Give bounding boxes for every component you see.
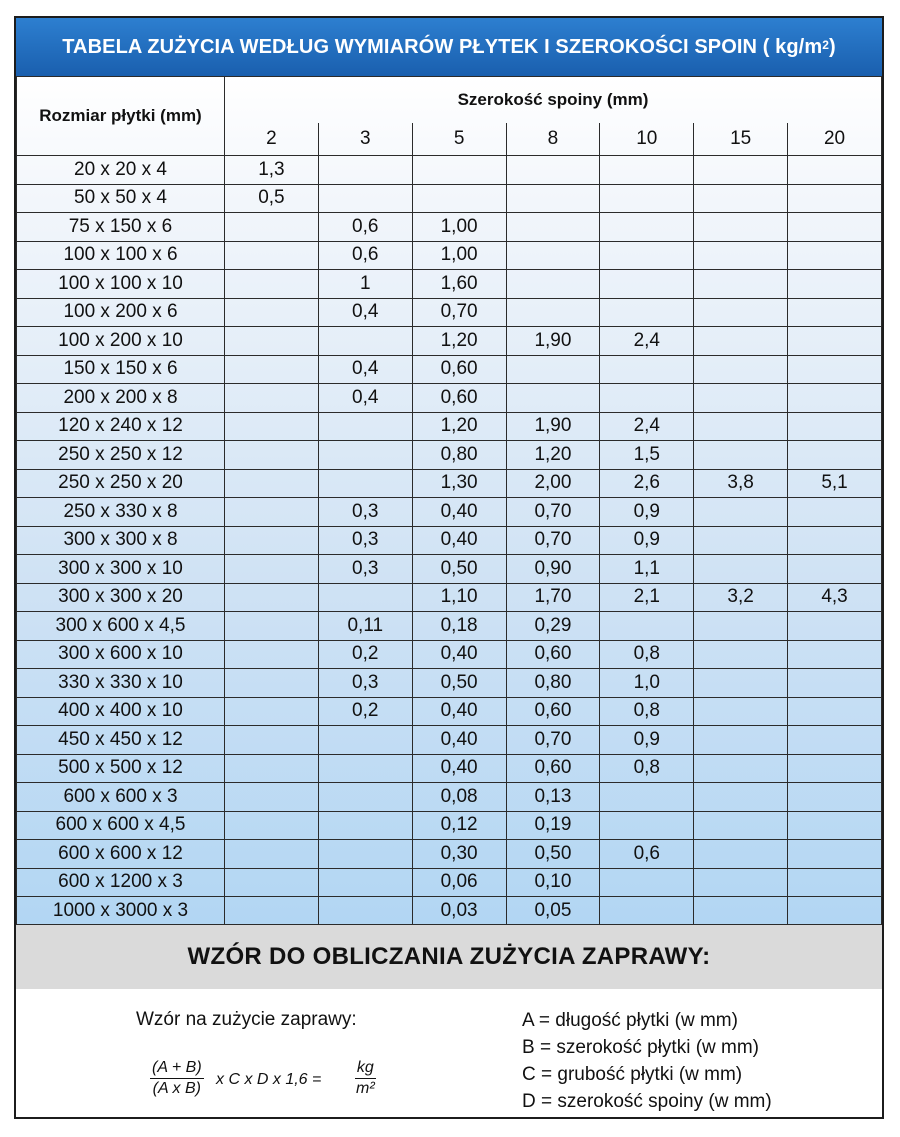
consumption-cell: [694, 640, 788, 669]
table-row: [17, 270, 882, 299]
table-row: [17, 441, 882, 470]
consumption-cell: [600, 213, 694, 242]
consumption-cell: [506, 355, 600, 384]
consumption-cell: 0,3: [318, 555, 412, 584]
consumption-cell: [788, 156, 882, 185]
table-row: [17, 213, 882, 242]
consumption-cell: 0,90: [506, 555, 600, 584]
consumption-cell: [600, 298, 694, 327]
consumption-cell: 4,3: [788, 583, 882, 612]
consumption-cell: [600, 241, 694, 270]
tile-size-cell: 300 x 300 x 10: [17, 555, 225, 584]
consumption-cell: [318, 469, 412, 498]
consumption-cell: [225, 241, 319, 270]
consumption-cell: 0,60: [506, 640, 600, 669]
consumption-cell: [788, 526, 882, 555]
consumption-cell: [788, 213, 882, 242]
table-row: [17, 469, 882, 498]
consumption-cell: 0,2: [318, 697, 412, 726]
consumption-cell: 0,30: [412, 840, 506, 869]
table-row: [17, 156, 882, 185]
tile-size-cell: 20 x 20 x 4: [17, 156, 225, 185]
consumption-cell: 2,00: [506, 469, 600, 498]
consumption-cell: [788, 897, 882, 926]
consumption-cell: 0,6: [318, 241, 412, 270]
consumption-cell: [788, 726, 882, 755]
consumption-cell: 0,9: [600, 526, 694, 555]
consumption-cell: 0,05: [506, 897, 600, 926]
consumption-cell: 0,40: [412, 526, 506, 555]
table-title: [16, 18, 882, 76]
consumption-cell: 0,3: [318, 669, 412, 698]
consumption-cell: 0,06: [412, 868, 506, 897]
consumption-cell: [694, 498, 788, 527]
consumption-cell: [600, 811, 694, 840]
consumption-cell: [225, 412, 319, 441]
consumption-cell: 0,18: [412, 612, 506, 641]
consumption-cell: 2,4: [600, 327, 694, 356]
consumption-cell: 1,10: [412, 583, 506, 612]
formula-multiplier: x C x D x 1,6 =: [216, 1071, 322, 1088]
table-row: [17, 298, 882, 327]
consumption-cell: [225, 583, 319, 612]
consumption-cell: [506, 213, 600, 242]
consumption-cell: 0,8: [600, 640, 694, 669]
consumption-cell: [225, 754, 319, 783]
title-superscript: 2: [822, 38, 830, 52]
consumption-cell: [318, 783, 412, 812]
tile-size-cell: 100 x 200 x 6: [17, 298, 225, 327]
table-row: [17, 412, 882, 441]
table-row: [17, 868, 882, 897]
consumption-cell: 0,70: [506, 526, 600, 555]
table-row: [17, 783, 882, 812]
consumption-cell: [225, 526, 319, 555]
consumption-cell: [225, 469, 319, 498]
consumption-cell: [694, 441, 788, 470]
consumption-cell: 0,08: [412, 783, 506, 812]
tile-size-cell: 400 x 400 x 10: [17, 697, 225, 726]
consumption-cell: 3,8: [694, 469, 788, 498]
consumption-cell: [788, 640, 882, 669]
tile-size-cell: 100 x 100 x 6: [17, 241, 225, 270]
consumption-cell: 0,60: [506, 754, 600, 783]
formula-unit-fraction: [354, 1059, 377, 1098]
table-title-text: TABELA ZUŻYCIA WEDŁUG WYMIARÓW PŁYTEK I SZEROKOŚCI SPOIN ( kg/m: [62, 35, 823, 58]
formula-legend: [522, 1007, 772, 1115]
consumption-cell: 2,6: [600, 469, 694, 498]
consumption-cell: [694, 868, 788, 897]
consumption-cell: [600, 612, 694, 641]
consumption-cell: [694, 270, 788, 299]
table-row: [17, 697, 882, 726]
consumption-cell: [412, 156, 506, 185]
consumption-cell: 1,70: [506, 583, 600, 612]
consumption-cell: [788, 412, 882, 441]
consumption-cell: [225, 441, 319, 470]
consumption-cell: [600, 384, 694, 413]
tile-size-cell: 300 x 300 x 20: [17, 583, 225, 612]
consumption-cell: [788, 754, 882, 783]
consumption-cell: [225, 327, 319, 356]
table-row: [17, 583, 882, 612]
tile-size-cell: 300 x 300 x 8: [17, 526, 225, 555]
consumption-cell: 0,9: [600, 726, 694, 755]
consumption-cell: [694, 156, 788, 185]
consumption-cell: [788, 241, 882, 270]
column-header: 3: [318, 123, 412, 156]
consumption-cell: 0,70: [506, 498, 600, 527]
consumption-cell: [694, 697, 788, 726]
consumption-cell: [600, 156, 694, 185]
table-row: [17, 327, 882, 356]
consumption-cell: 0,4: [318, 355, 412, 384]
consumption-cell: 0,03: [412, 897, 506, 926]
tile-size-cell: 250 x 250 x 12: [17, 441, 225, 470]
consumption-cell: 1,1: [600, 555, 694, 584]
consumption-cell: 0,29: [506, 612, 600, 641]
consumption-cell: 1,30: [412, 469, 506, 498]
consumption-cell: [788, 441, 882, 470]
tile-size-cell: 150 x 150 x 6: [17, 355, 225, 384]
consumption-cell: 1,90: [506, 327, 600, 356]
tile-size-cell: 120 x 240 x 12: [17, 412, 225, 441]
consumption-cell: 0,12: [412, 811, 506, 840]
consumption-cell: [694, 840, 788, 869]
column-header: 8: [506, 123, 600, 156]
consumption-cell: [788, 868, 882, 897]
consumption-cell: 0,8: [600, 754, 694, 783]
consumption-cell: [318, 897, 412, 926]
consumption-cell: 0,3: [318, 526, 412, 555]
consumption-cell: 0,40: [412, 640, 506, 669]
consumption-cell: [694, 526, 788, 555]
tile-size-cell: 250 x 250 x 20: [17, 469, 225, 498]
consumption-cell: [318, 441, 412, 470]
consumption-cell: 0,10: [506, 868, 600, 897]
consumption-cell: 0,8: [600, 697, 694, 726]
consumption-cell: [318, 583, 412, 612]
tile-size-cell: 450 x 450 x 12: [17, 726, 225, 755]
consumption-cell: [225, 640, 319, 669]
consumption-cell: [225, 868, 319, 897]
consumption-cell: [694, 412, 788, 441]
consumption-cell: [788, 355, 882, 384]
consumption-cell: [694, 726, 788, 755]
tile-size-cell: 300 x 600 x 4,5: [17, 612, 225, 641]
consumption-cell: [225, 355, 319, 384]
column-header: 2: [225, 123, 319, 156]
tile-size-cell: 600 x 1200 x 3: [17, 868, 225, 897]
consumption-cell: 0,50: [412, 669, 506, 698]
column-header: 10: [600, 123, 694, 156]
consumption-cell: 0,4: [318, 384, 412, 413]
consumption-cell: 1,00: [412, 213, 506, 242]
table-row: [17, 669, 882, 698]
consumption-cell: [788, 697, 882, 726]
consumption-cell: [694, 298, 788, 327]
consumption-cell: [225, 840, 319, 869]
legend-item-a: A = długość płytki (w mm): [522, 1010, 738, 1031]
table-row: [17, 640, 882, 669]
consumption-cell: [225, 298, 319, 327]
consumption-cell: 0,70: [412, 298, 506, 327]
consumption-cell: [318, 184, 412, 213]
consumption-cell: 0,80: [412, 441, 506, 470]
consumption-cell: 0,70: [506, 726, 600, 755]
consumption-cell: [600, 355, 694, 384]
legend-item-c: C = grubość płytki (w mm): [522, 1064, 743, 1085]
consumption-cell: 0,60: [412, 384, 506, 413]
table-row: [17, 498, 882, 527]
consumption-cell: 0,6: [600, 840, 694, 869]
formula-numerator: (A + B): [150, 1059, 204, 1079]
consumption-cell: [506, 298, 600, 327]
consumption-cell: [225, 726, 319, 755]
column-header: 5: [412, 123, 506, 156]
table-row: [17, 726, 882, 755]
consumption-cell: [694, 555, 788, 584]
consumption-cell: 3,2: [694, 583, 788, 612]
table-row: [17, 526, 882, 555]
consumption-cell: [506, 184, 600, 213]
table-row: [17, 184, 882, 213]
legend-item-b: B = szerokość płytki (w mm): [522, 1037, 760, 1058]
consumption-cell: 0,19: [506, 811, 600, 840]
consumption-cell: [788, 498, 882, 527]
consumption-cell: 0,40: [412, 697, 506, 726]
consumption-cell: 0,5: [225, 184, 319, 213]
consumption-cell: [694, 184, 788, 213]
consumption-cell: [318, 868, 412, 897]
consumption-cell: 0,50: [412, 555, 506, 584]
consumption-cell: [506, 270, 600, 299]
table-row: [17, 811, 882, 840]
formula-heading: WZÓR DO OBLICZANIA ZUŻYCIA ZAPRAWY:: [16, 924, 882, 990]
consumption-cell: [506, 156, 600, 185]
consumption-cell: [318, 726, 412, 755]
tile-size-cell: 100 x 200 x 10: [17, 327, 225, 356]
group-header-joint-width: Szerokość spoiny (mm): [225, 77, 882, 124]
consumption-cell: [225, 213, 319, 242]
consumption-cell: 1,20: [412, 412, 506, 441]
consumption-cell: 5,1: [788, 469, 882, 498]
consumption-cell: [788, 811, 882, 840]
consumption-cell: 1,00: [412, 241, 506, 270]
tile-size-cell: 1000 x 3000 x 3: [17, 897, 225, 926]
consumption-cell: [225, 811, 319, 840]
consumption-cell: [225, 498, 319, 527]
tile-size-cell: 75 x 150 x 6: [17, 213, 225, 242]
consumption-cell: 0,13: [506, 783, 600, 812]
table-row: [17, 241, 882, 270]
consumption-cell: [600, 783, 694, 812]
formula-denominator: (A x B): [152, 1080, 201, 1097]
consumption-cell: 0,11: [318, 612, 412, 641]
tile-size-cell: 600 x 600 x 12: [17, 840, 225, 869]
legend-item-d: D = szerokość spoiny (w mm): [522, 1091, 772, 1112]
formula-label: Wzór na zużycie zaprawy:: [136, 1009, 357, 1030]
tile-size-cell: 300 x 600 x 10: [17, 640, 225, 669]
consumption-cell: [788, 783, 882, 812]
consumption-cell: [694, 783, 788, 812]
consumption-cell: [694, 897, 788, 926]
tile-size-cell: 330 x 330 x 10: [17, 669, 225, 698]
tile-size-cell: 100 x 100 x 10: [17, 270, 225, 299]
consumption-cell: [600, 868, 694, 897]
table-row: [17, 897, 882, 926]
consumption-cell: [788, 384, 882, 413]
consumption-cell: [412, 184, 506, 213]
consumption-cell: [600, 270, 694, 299]
column-header: 15: [694, 123, 788, 156]
consumption-sheet: [14, 16, 884, 1119]
consumption-cell: 0,4: [318, 298, 412, 327]
consumption-cell: 1,0: [600, 669, 694, 698]
formula-section: [16, 989, 882, 1119]
consumption-cell: 0,60: [506, 697, 600, 726]
tile-size-cell: 600 x 600 x 3: [17, 783, 225, 812]
consumption-cell: [788, 184, 882, 213]
tile-size-cell: 200 x 200 x 8: [17, 384, 225, 413]
consumption-cell: [318, 412, 412, 441]
consumption-cell: [694, 241, 788, 270]
consumption-cell: [318, 754, 412, 783]
consumption-cell: [788, 840, 882, 869]
consumption-table-area: [16, 76, 882, 924]
column-header: 20: [788, 123, 882, 156]
consumption-cell: [506, 384, 600, 413]
formula-unit-denominator: m²: [356, 1080, 375, 1097]
consumption-cell: [225, 384, 319, 413]
consumption-cell: [694, 669, 788, 698]
consumption-cell: [788, 270, 882, 299]
consumption-cell: [694, 355, 788, 384]
consumption-cell: [225, 783, 319, 812]
consumption-cell: [318, 840, 412, 869]
consumption-cell: [225, 897, 319, 926]
consumption-cell: [318, 327, 412, 356]
table-row: [17, 612, 882, 641]
consumption-table: [16, 76, 882, 926]
consumption-cell: 1,5: [600, 441, 694, 470]
consumption-cell: [225, 555, 319, 584]
consumption-cell: 0,2: [318, 640, 412, 669]
consumption-cell: 0,80: [506, 669, 600, 698]
consumption-cell: 0,50: [506, 840, 600, 869]
consumption-cell: 1,60: [412, 270, 506, 299]
consumption-cell: 1: [318, 270, 412, 299]
consumption-cell: 1,3: [225, 156, 319, 185]
consumption-cell: [318, 156, 412, 185]
consumption-cell: 0,40: [412, 498, 506, 527]
consumption-cell: [506, 241, 600, 270]
consumption-cell: 2,4: [600, 412, 694, 441]
consumption-cell: [600, 897, 694, 926]
consumption-cell: [694, 811, 788, 840]
consumption-cell: 1,90: [506, 412, 600, 441]
table-row: [17, 754, 882, 783]
formula-unit-numerator: kg: [355, 1059, 376, 1079]
row-header-tile-size: Rozmiar płytki (mm): [17, 77, 225, 156]
consumption-cell: [225, 669, 319, 698]
consumption-cell: 0,40: [412, 754, 506, 783]
consumption-cell: [788, 612, 882, 641]
table-row: [17, 840, 882, 869]
table-body: [17, 156, 882, 926]
consumption-cell: 0,9: [600, 498, 694, 527]
consumption-cell: [600, 184, 694, 213]
consumption-cell: [694, 384, 788, 413]
consumption-cell: 0,3: [318, 498, 412, 527]
table-row: [17, 555, 882, 584]
consumption-cell: [788, 555, 882, 584]
consumption-cell: [788, 327, 882, 356]
consumption-cell: [694, 213, 788, 242]
consumption-cell: [788, 669, 882, 698]
table-row: [17, 355, 882, 384]
consumption-cell: [788, 298, 882, 327]
title-closing: ): [829, 35, 836, 58]
formula-fraction: [150, 1059, 204, 1098]
consumption-cell: [694, 612, 788, 641]
consumption-cell: [694, 327, 788, 356]
tile-size-cell: 250 x 330 x 8: [17, 498, 225, 527]
tile-size-cell: 600 x 600 x 4,5: [17, 811, 225, 840]
consumption-cell: [225, 270, 319, 299]
consumption-cell: 0,60: [412, 355, 506, 384]
consumption-cell: 1,20: [506, 441, 600, 470]
consumption-cell: 0,40: [412, 726, 506, 755]
tile-size-cell: 50 x 50 x 4: [17, 184, 225, 213]
consumption-cell: [318, 811, 412, 840]
consumption-cell: 2,1: [600, 583, 694, 612]
tile-size-cell: 500 x 500 x 12: [17, 754, 225, 783]
consumption-cell: [225, 697, 319, 726]
consumption-cell: 0,6: [318, 213, 412, 242]
consumption-cell: [225, 612, 319, 641]
consumption-cell: [694, 754, 788, 783]
consumption-cell: 1,20: [412, 327, 506, 356]
table-row: [17, 384, 882, 413]
